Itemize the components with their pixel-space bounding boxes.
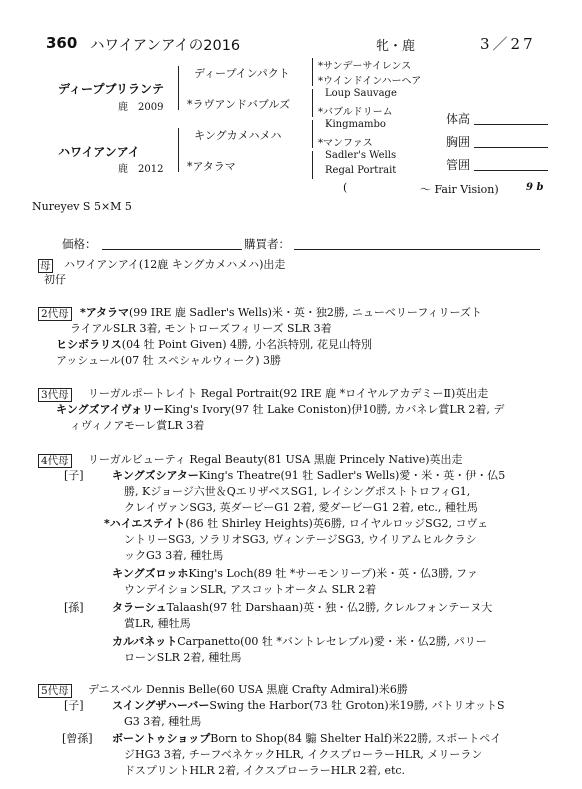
second-dam-line4: アッシュール(07 牡 スペシャルウィーク) 3勝 [56,354,281,367]
buyer-label: 購買者： [244,237,290,251]
family-number: 9 b [526,182,544,193]
third-dam-label: 3代母 [38,388,72,402]
chest-field[interactable] [474,147,548,148]
swing-the-harbor-text: Swing the Harbor(73 牡 Groton)米19勝, バトリオットS [209,699,505,712]
sex-color: 牝・鹿 [376,39,416,54]
carpanetto-text: Carpanetto(00 牡 *バントレセレブル)愛・米・仏2勝, パリー [177,635,487,648]
kings-theatre-line3: クレイヴァンSG3, 英ダービーG1 2着, 愛ダービーG1 2着, etc., 種牡馬 [124,501,478,514]
pedigree-gg7: Sadler's Wells [325,150,397,161]
high-estate-line1 [104,516,488,532]
carpanetto-line1 [112,634,487,650]
second-dam-label: 2代母 [38,307,72,321]
pedigree-gg4: *バブルドリーム [318,107,393,118]
dam-section-text: ハワイアンアイ(12鹿 キングカメハメハ)出走 [64,258,286,271]
family-line: ～ Fair Vision) [420,183,499,196]
kings-loch-line1 [112,566,478,582]
pedigree-g1: ディープインパクト [194,67,290,80]
swing-the-harbor-line2: G3 3着, 種牡馬 [124,715,202,728]
pedigree-g3: キングカメハメハ [194,129,282,142]
height-label: 体高 [446,112,471,126]
bracket-g1 [312,58,313,86]
pedigree-gg3: Loup Sauvage [325,88,397,99]
dam-info: 鹿 2012 [118,164,164,175]
second-dam-line3 [56,337,372,353]
kings-loch-text: King's Loch(89 牡 *サーモンリープ)米・英・仏3勝, ファ [188,567,478,580]
kings-ivory-name: キングズアイヴォリー [56,403,165,416]
height-field[interactable] [474,124,548,125]
cannon-label: 管囲 [446,158,471,172]
born-to-shop-text: Born to Shop(84 騸 Shelter Half)米22勝, スポートペイ [210,732,502,745]
third-dam-line1: リーガルポートレイト Regal Portrait(92 IRE 鹿 *ロイヤルアカデミーⅡ)英出走 [88,387,489,400]
buyer-field[interactable] [294,249,540,250]
fourth-grand-tag: [孫] [64,601,84,614]
high-estate-line3: ックG3 3着, 種牡馬 [124,549,224,562]
high-estate-name: *ハイエステイト [104,517,186,530]
talaash-line2: 賞LR, 種牡馬 [124,617,191,630]
sire-name: ディープブリランテ [58,82,164,96]
kings-loch-line2: ウンデイションSLR, アスコットオータム SLR 2着 [124,583,377,596]
pedigree-gg6: *マンファス [318,138,373,149]
pedigree-g4: *アタラマ [187,160,236,173]
fifth-dam-line1: デニスベル Dennis Belle(60 USA 黒鹿 Crafty Admiral)米6勝 [88,683,408,696]
talaash-name: タラーシュ [112,601,167,614]
high-estate-text: (86 牡 Shirley Heights)英6勝, ロイヤルロッジSG2, コヴェ [185,517,489,530]
sire-info: 鹿 2009 [118,102,164,113]
swing-the-harbor-line1 [112,698,505,714]
pedigree-gg2: *ウインドインハーヘア [318,76,422,87]
talaash-line1 [112,600,492,616]
third-dam-line2 [56,402,504,418]
pedigree-g2: *ラヴアンドバブルズ [187,98,291,111]
hishi-boralis-name: ヒシボラリス [56,338,122,351]
fifth-gg-tag: [曾孫] [62,732,93,745]
fourth-child-tag: [子] [64,469,84,482]
second-dam-line2: ライアルSLR 3着, モントローズフィリーズ SLR 3着 [70,322,332,335]
dam-section-sub: 初仔 [44,273,66,286]
hishi-boralis-text: (04 牡 Point Given) 4勝, 小名浜特別, 花見山特別 [121,338,373,351]
born-to-shop-name: ボーントゥショップ [112,732,211,745]
fourth-dam-label: 4代母 [38,454,72,468]
horse-number: 360 [46,34,78,52]
kings-theatre-line1 [112,468,505,484]
born-to-shop-line3: ドスプリントHLR 2着, イクスプローラーHLR 2着, etc. [124,764,406,777]
fourth-dam-line1: リーガルビューティ Regal Beauty(81 USA 黒鹿 Princely Native)英出走 [88,453,463,466]
birth-date: 3／27 [480,35,536,53]
price-field[interactable] [102,249,242,250]
horse-name: ハワイアンアイの2016 [90,38,241,54]
high-estate-line2: ントリーSG3, ソラリオSG3, ヴィンテージSG3, ウイリアムヒルクラシ [124,533,477,546]
bracket-dam [178,128,179,172]
chest-label: 胸囲 [446,135,471,149]
pedigree-gg5: Kingmambo [325,119,386,130]
dam-section-label: 母 [40,260,51,272]
inbreeding: Nureyev S 5×M 5 [32,200,132,213]
dam-name: ハワイアンアイ [58,145,140,159]
fifth-child-tag: [子] [64,699,84,712]
kings-loch-name: キングズロッホ [112,567,189,580]
pedigree-gg8: Regal Portrait [325,165,397,176]
swing-the-harbor-name: スイングザハーバー [112,699,210,712]
carpanetto-line2: ローンSLR 2着, 種牡馬 [124,651,242,664]
born-to-shop-line2: ジHG3 3着, チーフベネケックHLR, イクスプローラーHLR, メリーラン [124,748,483,761]
bracket-g2 [312,89,313,117]
carpanetto-name: カルパネット [112,635,178,648]
third-dam-line3: ィヴィノアモーレ賞LR 3着 [70,419,205,432]
atarama-text: (99 IRE 鹿 Sadler's Wells)米・英・独2勝, ニューベリーフィリーズト [128,306,482,319]
pedigree-gg1: *サンデーサイレンス [318,61,412,72]
bracket-g4 [312,151,313,179]
bracket-sire [178,66,179,110]
price-label: 価格： [62,237,97,251]
kings-theatre-text: King's Theatre(91 牡 Sadler's Wells)愛・米・英・伊・仏5 [198,469,506,482]
second-dam-line1 [80,305,482,321]
kings-ivory-text: King's Ivory(97 牡 Lake Coniston)伊10勝, カバネレ賞LR 2着, デ [164,403,505,416]
kings-theatre-line2: 勝, Kジョージ六世＆QエリザベスSG1, レイシングポストトロフィG1, [124,485,471,498]
kings-theatre-name: キングズシアター [112,469,199,482]
fifth-dam-label: 5代母 [38,684,72,698]
bracket-g3 [312,120,313,148]
talaash-text: Talaash(97 牡 Darshaan)英・独・仏2勝, クレルフォンテーヌ大 [166,601,493,614]
family-open: ( [343,181,348,194]
cannon-field[interactable] [474,170,548,171]
atarama-name: *アタラマ [80,306,129,319]
born-to-shop-line1 [112,731,501,747]
